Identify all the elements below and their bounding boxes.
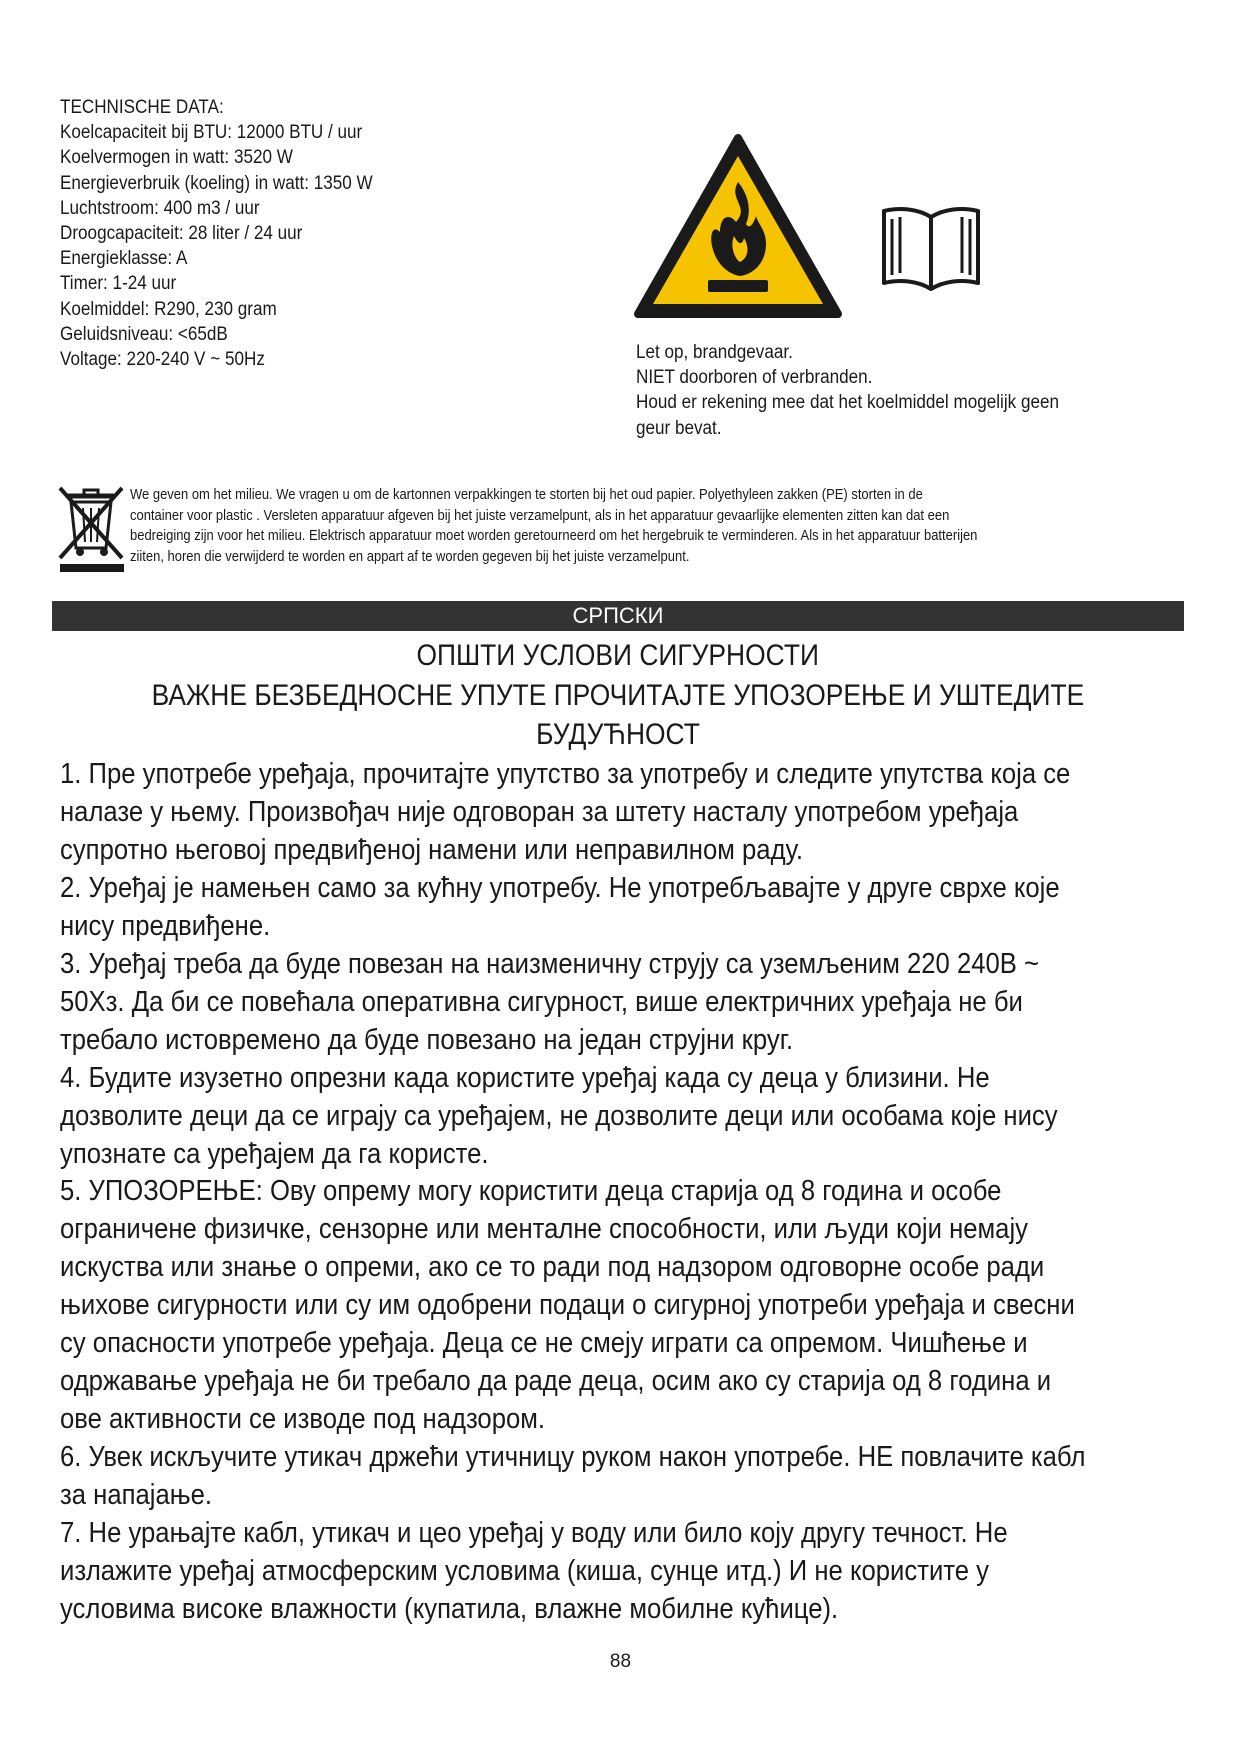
technical-data-block (60, 95, 600, 372)
instruction-line: су опасности употребе уређаја. Деца се не смеју играти са опремом. Чишћење и (60, 1327, 1028, 1360)
environment-line: ziiten, horen die verwijderd te worden en appart af te worden gegeven bij het juiste verzamelpunt. (130, 547, 690, 565)
caution-line: geur bevat. (636, 417, 722, 439)
caution-line: Let op, brandgevaar. (636, 342, 793, 363)
instruction-line: супротно његовој предвиђеној намени или неправилном раду. (60, 833, 803, 866)
instruction-line: 4. Будите изузетно опрезни када користите уређај када су деца у близини. Не (60, 1061, 990, 1094)
technical-data-line: Koelmiddel: R290, 230 gram (60, 298, 277, 320)
page-number: 88 (609, 1651, 632, 1672)
language-section-bar: СРПСКИ (52, 601, 1184, 631)
read-manual-book-icon (880, 205, 982, 291)
technical-data-line: Luchtstroom: 400 m3 / uur (60, 197, 260, 219)
section-subtitle-text: ВАЖНЕ БЕЗБЕДНОСНЕ УПУТЕ ПРОЧИТАЈТЕ УПОЗОРЕЊЕ И УШТЕДИТЕ (151, 679, 1085, 712)
section-subtitle-continued (52, 716, 1184, 754)
technical-data-line: Voltage: 220-240 V ~ 50Hz (60, 349, 265, 371)
instruction-line: 1. Пре употребе уређаја, прочитајте упутство за употребу и следите упутства која се (60, 758, 1071, 790)
instruction-line: 50Хз. Да би се повећала оперативна сигурност, више електричних уређаја не би (60, 985, 1023, 1018)
technical-data-line: Geluidsniveau: <65dB (60, 323, 228, 345)
technical-data-line: Koelcapaciteit bij BTU: 12000 BTU / uur (60, 122, 363, 144)
caution-line: NIET doorboren of verbranden. (636, 367, 873, 389)
technical-data-heading: TECHNISCHE DATA: (60, 97, 224, 118)
instruction-line: дозволите деци да се играју са уређајем, не дозволите деци или особама које нису (60, 1099, 1058, 1132)
instruction-line: излажите уређај атмосферским условима (киша, сунце итд.) И не користите у (60, 1555, 990, 1588)
instruction-line: 2. Уређај је намењен само за кућну употребу. Не употребљавајте у друге сврхе које (60, 871, 1060, 904)
safety-instructions (60, 756, 1240, 1629)
environment-line: container voor plastic . Versleten apparatuur afgeven bij het juiste verzamelpunt, als in het apparatuur gevaarlijke elementen zitten kan dat een (130, 506, 950, 524)
instruction-line: ове активности се изводе под надзором. (60, 1403, 546, 1436)
flammable-warning-icon (632, 132, 844, 320)
section-title-text: ОПШТИ УСЛОВИ СИГУРНОСТИ (416, 639, 820, 672)
instruction-line: искуства или знање о опреми, ако се то ради под надзором одговорне особе ради (60, 1251, 1045, 1284)
instruction-line: одржавање уређаја не би требало да раде деца, осим ако су старија од 8 година и (60, 1365, 1052, 1398)
technical-data-line: Droogcapaciteit: 28 liter / 24 uur (60, 223, 303, 245)
section-title (52, 637, 1184, 675)
instruction-line: 5. УПОЗОРЕЊЕ: Ову опрему могу користити деца старија од 8 година и особе (60, 1175, 1002, 1208)
environment-notice (130, 485, 1230, 567)
instruction-line: требало истовремено да буде повезано на један струјни круг. (60, 1023, 794, 1056)
instruction-line: упознате са уређајем да га користе. (60, 1137, 489, 1170)
section-subtitle (52, 677, 1184, 715)
environment-line: We geven om het milieu. We vragen u om de kartonnen verpakkingen te storten bij het oud papier. Polyethyleen zakken (PE) storten in de (130, 486, 923, 503)
instruction-line: за напајање. (60, 1479, 213, 1512)
technical-data-line: Koelvermogen in watt: 3520 W (60, 147, 293, 169)
environment-line: bedreiging zijn voor het milieu. Elektrisch apparatuur moet worden geretourneerd om het hergebruik te verminderen. Als in het apparatuur batterijen (130, 527, 978, 545)
instruction-line: 6. Увек искључите утикач држећи утичницу руком након употребе. НЕ повлачите кабл (60, 1441, 1086, 1474)
technical-data-line: Timer: 1-24 uur (60, 273, 177, 295)
technical-data-line: Energieklasse: A (60, 248, 188, 270)
instruction-line: ограничене физичке, сензорне или менталне способности, или људи који немају (60, 1213, 1028, 1246)
crossed-bin-weee-icon (54, 482, 128, 575)
instruction-line: 3. Уређај треба да буде повезан на наизменичну струју са уземљеним 220 240В ~ (60, 947, 1040, 980)
instruction-line: нису предвиђене. (60, 909, 271, 942)
instruction-line: 7. Не урањајте кабл, утикач и цео уређај у воду или било коју другу течност. Не (60, 1517, 1008, 1550)
caution-block (636, 340, 1156, 441)
instruction-line: њихове сигурности или су им одобрени подаци о сигурној употреби уређаја и свесни (60, 1289, 1075, 1322)
section-subtitle-text: БУДУЋНОСТ (536, 718, 700, 751)
technical-data-line: Energieverbruik (koeling) in watt: 1350 W (60, 172, 373, 194)
instruction-line: налазе у њему. Произвођач није одговоран за штету насталу употребом уређаја (60, 795, 1019, 828)
caution-line: Houd er rekening mee dat het koelmiddel mogelijk geen (636, 392, 1059, 414)
instruction-line: условима високе влажности (купатила, влажне мобилне кућице). (60, 1592, 839, 1625)
